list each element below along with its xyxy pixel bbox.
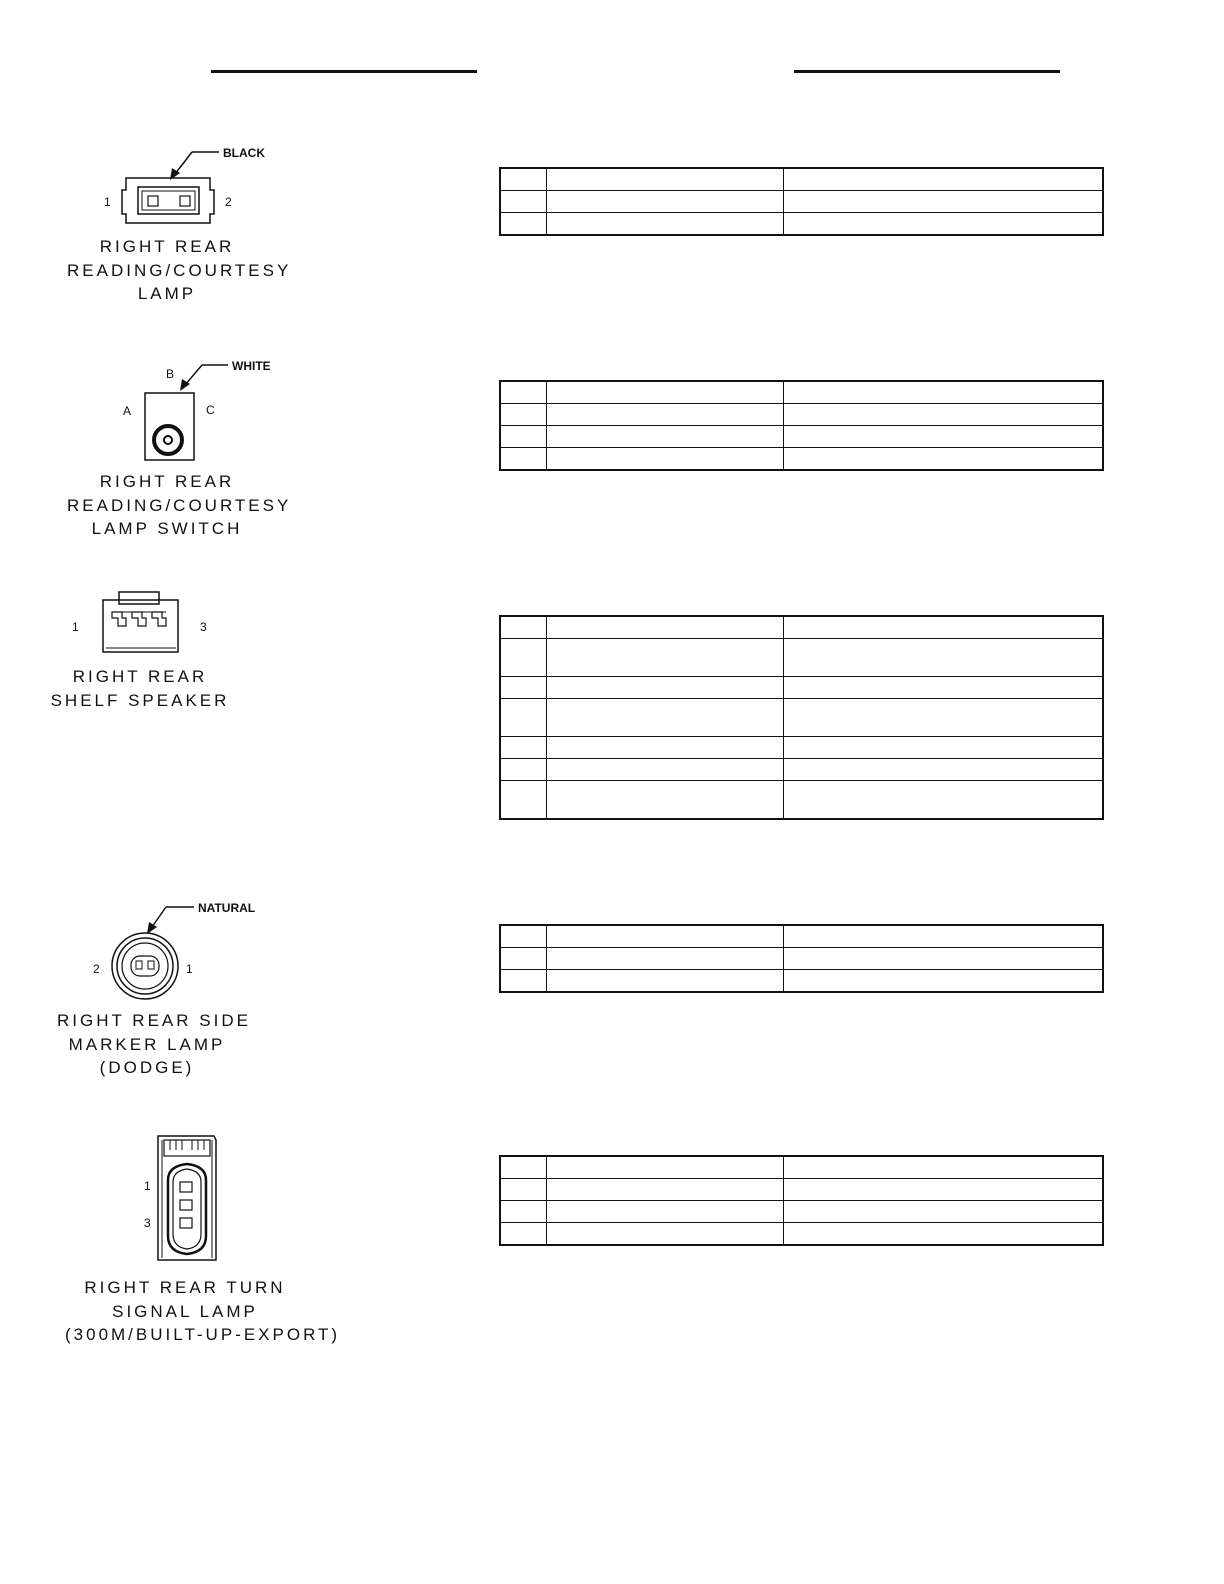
label-line: MARKER LAMP [68, 1034, 226, 1054]
pin-label-1: 1 [72, 620, 79, 634]
pin-table-shelf-speaker [499, 615, 1104, 820]
label-line: RIGHT REAR TURN [84, 1278, 286, 1297]
pin-table-reading-courtesy-lamp-switch [499, 380, 1104, 471]
table-row [500, 168, 1103, 191]
label-line: (300M/BUILT-UP-EXPORT) [65, 1325, 341, 1344]
pin-label-1: 1 [104, 195, 111, 209]
table-row [500, 381, 1103, 404]
color-label: WHITE [232, 359, 271, 373]
connector-label [65, 1276, 341, 1347]
connector-right-rear-shelf-speaker [0, 590, 330, 720]
pin-label-b: B [166, 367, 175, 381]
label-line: RIGHT REAR [72, 667, 208, 686]
table-row [500, 759, 1103, 781]
connector-right-rear-reading-courtesy-lamp [0, 140, 330, 310]
color-label: BLACK [223, 146, 265, 160]
pin-table-turn-signal-lamp [499, 1155, 1104, 1246]
table-row [500, 737, 1103, 759]
label-line: LAMP SWITCH [91, 519, 243, 538]
connector-speaker-icon [0, 590, 330, 660]
color-label: NATURAL [198, 901, 256, 915]
table-row [500, 781, 1103, 820]
pin-table-side-marker-lamp [499, 924, 1104, 993]
connector-label [57, 1009, 251, 1080]
table-row [500, 1201, 1103, 1223]
table-row [500, 699, 1103, 737]
table-row [500, 426, 1103, 448]
pin-table-reading-courtesy-lamp [499, 167, 1104, 236]
pin-label-a: A [123, 404, 132, 418]
table-row [500, 213, 1103, 236]
table-row [500, 448, 1103, 471]
pin-label-1: 1 [144, 1179, 151, 1193]
connector-right-rear-reading-courtesy-lamp-switch [0, 355, 330, 545]
table-row [500, 970, 1103, 993]
table-row [500, 616, 1103, 639]
label-line: (DODGE) [99, 1058, 195, 1077]
label-line: SIGNAL LAMP [112, 1301, 258, 1321]
table-row [500, 677, 1103, 699]
label-line: RIGHT REAR [99, 237, 235, 256]
connector-label [67, 470, 292, 541]
connector-right-rear-turn-signal-lamp [0, 1128, 341, 1358]
connector-turn-signal-icon [0, 1128, 330, 1268]
pin-label-3: 3 [200, 620, 207, 634]
table-row [500, 404, 1103, 426]
connector-label [67, 235, 292, 306]
label-line: READING/COURTESY [67, 260, 292, 280]
table-row [500, 925, 1103, 948]
label-line: RIGHT REAR [99, 472, 235, 491]
table-row [500, 1156, 1103, 1179]
pin-label-1: 1 [186, 962, 193, 976]
header-rule-right [794, 70, 1060, 73]
table-row [500, 1179, 1103, 1201]
connector-label [50, 665, 230, 712]
pin-label-2: 2 [225, 195, 232, 209]
table-row [500, 1223, 1103, 1246]
label-line: LAMP [137, 284, 197, 303]
pin-label-c: C [206, 403, 215, 417]
pin-label-3: 3 [144, 1216, 151, 1230]
label-line: READING/COURTESY [67, 495, 292, 515]
connector-white-switch-icon [0, 355, 330, 470]
table-row [500, 639, 1103, 677]
connector-right-rear-side-marker-lamp [0, 895, 330, 1085]
connector-round-lamp-icon [0, 895, 330, 1005]
connector-black-icon [0, 140, 330, 240]
label-line: SHELF SPEAKER [50, 690, 230, 710]
table-row [500, 191, 1103, 213]
pin-label-2: 2 [93, 962, 100, 976]
header-rule-left [211, 70, 477, 73]
label-line: RIGHT REAR SIDE [57, 1011, 251, 1030]
table-row [500, 948, 1103, 970]
